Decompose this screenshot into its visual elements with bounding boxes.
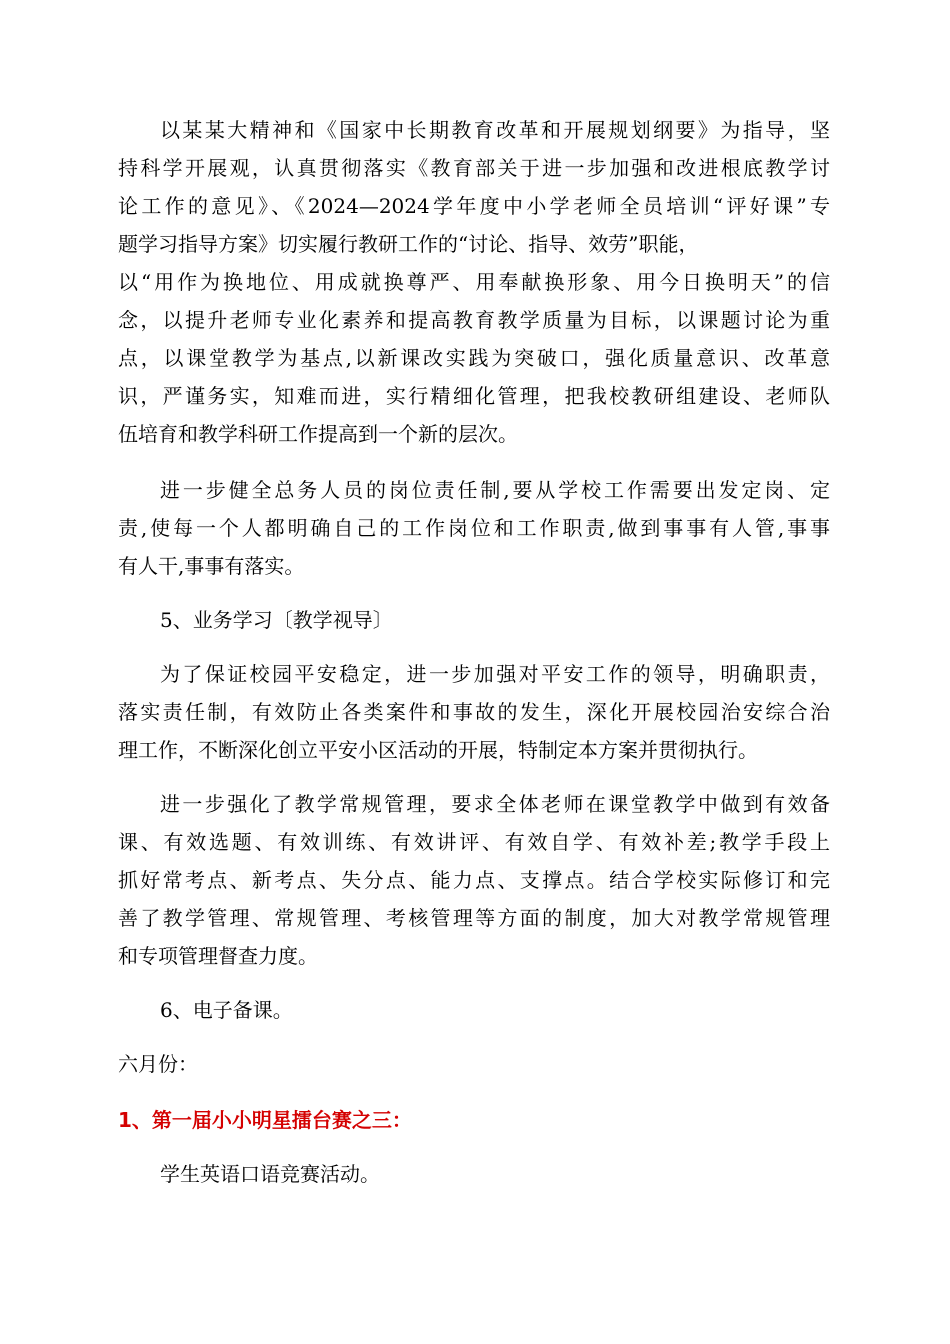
paragraph-line: 和专项管理督查力度。 — [118, 944, 318, 968]
paragraph-line: 责,使每一个人都明确自己的工作岗位和工作职责,做到事事有人管,事事 — [118, 516, 830, 540]
paragraph-line: 落实责任制，有效防止各类案件和事故的发生，深化开展校园治安综合治 — [118, 700, 830, 724]
paragraph-line: 以“用作为换地位、用成就换尊严、用奉献换形象、用今日换明天”的信 — [118, 270, 830, 294]
month-label: 六月份： — [118, 1052, 198, 1076]
paragraph-line: 为了保证校园平安稳定，进一步加强对平安工作的领导，明确职责， — [160, 662, 830, 686]
paragraph-line: 论工作的意见》、《2024—2024学年度中小学老师全员培训“评好课”专 — [118, 194, 830, 218]
paragraph-line: 进一步健全总务人员的岗位责任制,要从学校工作需要出发定岗、定 — [160, 478, 830, 502]
section-item: 6、电子备课。 — [160, 998, 293, 1022]
paragraph-line: 伍培育和教学科研工作提高到一个新的层次。 — [118, 422, 518, 446]
event-description: 学生英语口语竞赛活动。 — [160, 1162, 380, 1186]
paragraph-line: 理工作，不断深化创立平安小区活动的开展，特制定本方案并贯彻执行。 — [118, 738, 758, 762]
paragraph-line: 题学习指导方案》切实履行教研工作的“讨论、指导、效劳”职能， — [118, 232, 699, 256]
paragraph-line: 课、有效选题、有效训练、有效讲评、有效自学、有效补差;教学手段上 — [118, 830, 830, 854]
paragraph-line: 以某某大精神和《国家中长期教育改革和开展规划纲要》为指导，坚 — [160, 118, 830, 142]
paragraph-line: 持科学开展观，认真贯彻落实《教育部关于进一步加强和改进根底教学讨 — [118, 156, 830, 180]
paragraph-line: 善了教学管理、常规管理、考核管理等方面的制度，加大对教学常规管理 — [118, 906, 830, 930]
paragraph-line: 点，以课堂教学为基点,以新课改实践为突破口，强化质量意识、改革意 — [118, 346, 830, 370]
paragraph-line: 有人干,事事有落实。 — [118, 554, 305, 578]
paragraph-line: 抓好常考点、新考点、失分点、能力点、支撑点。结合学校实际修订和完 — [118, 868, 830, 892]
event-heading: 1、第一届小小明星擂台赛之三： — [118, 1108, 412, 1132]
paragraph-line: 进一步强化了教学常规管理，要求全体老师在课堂教学中做到有效备 — [160, 792, 830, 816]
section-item: 5、业务学习〔教学视导〕 — [160, 608, 393, 632]
paragraph-line: 念，以提升老师专业化素养和提高教育教学质量为目标，以课题讨论为重 — [118, 308, 830, 332]
paragraph-line: 识，严谨务实，知难而进，实行精细化管理，把我校教研组建设、老师队 — [118, 384, 830, 408]
